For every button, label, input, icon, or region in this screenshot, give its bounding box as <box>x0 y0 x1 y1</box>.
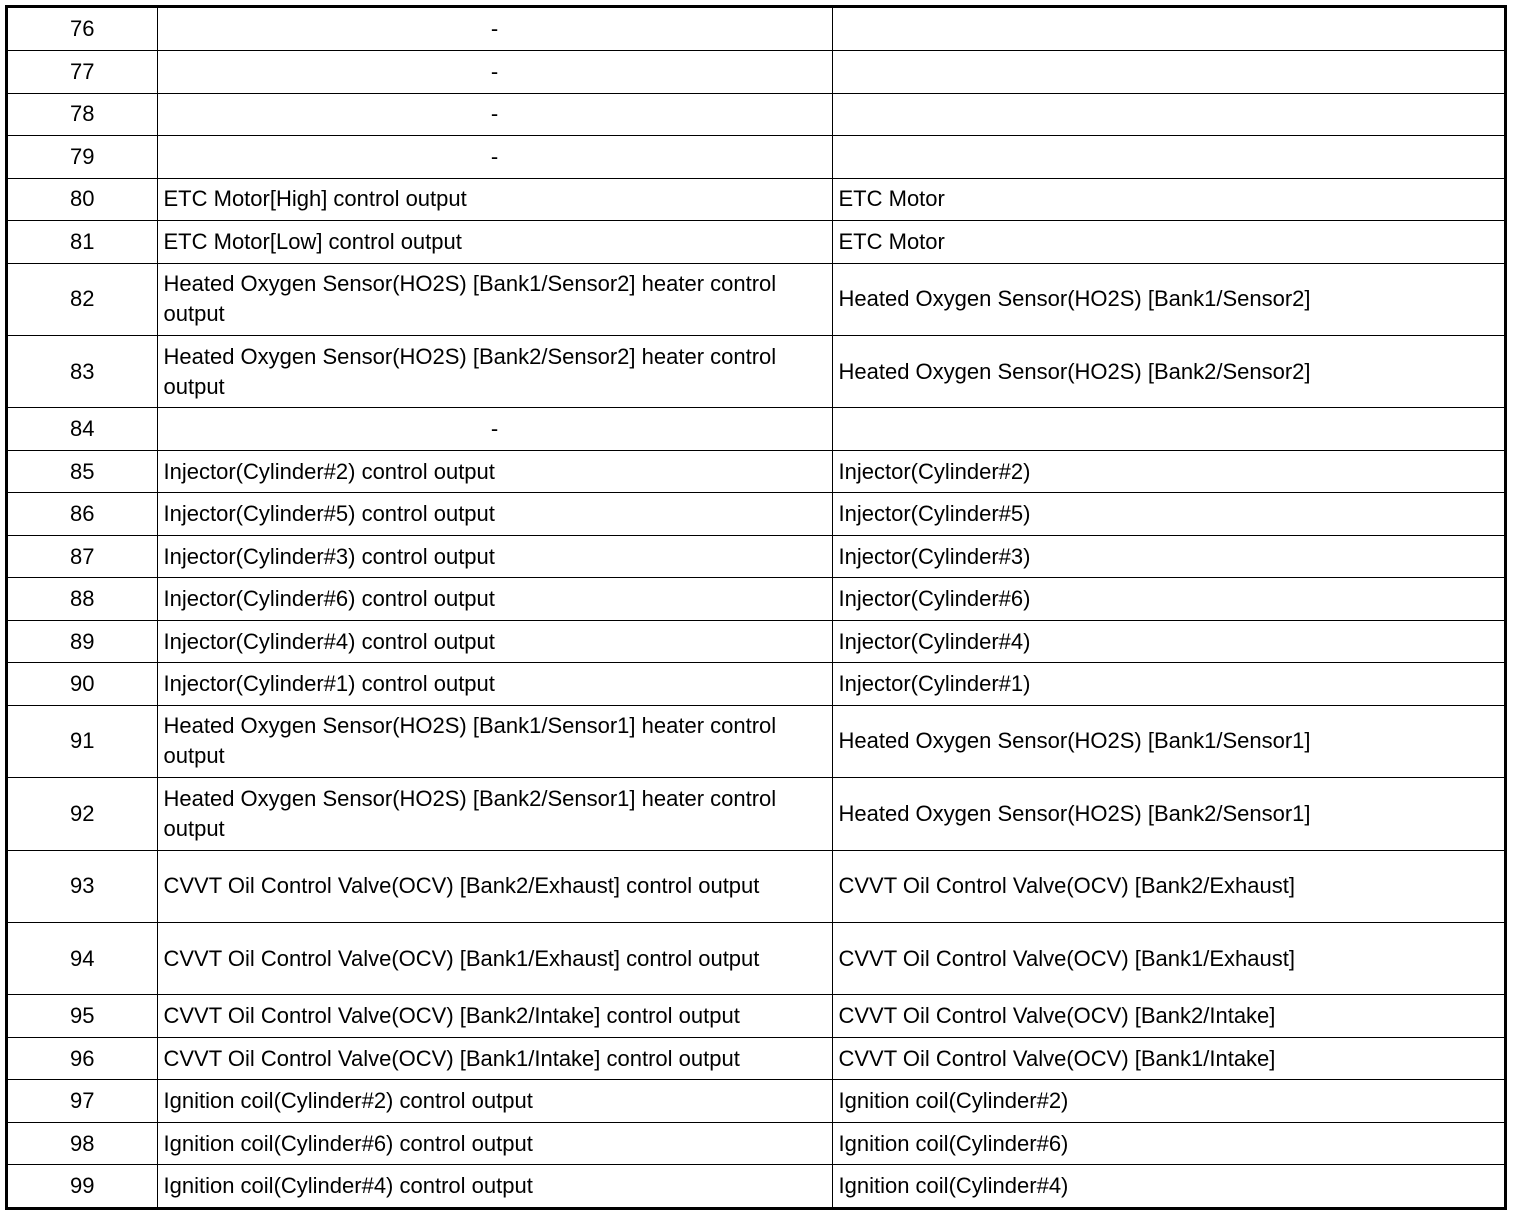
pin-number-cell: 87 <box>8 535 157 578</box>
pin-number-cell: 88 <box>8 578 157 621</box>
description-cell: CVVT Oil Control Valve(OCV) [Bank1/Exhaust] control output <box>157 922 832 994</box>
description-cell: - <box>157 136 832 179</box>
pin-number-cell: 80 <box>8 178 157 221</box>
pin-number-cell: 77 <box>8 51 157 94</box>
table-row <box>8 493 1507 536</box>
description-cell: Ignition coil(Cylinder#2) control output <box>157 1080 832 1123</box>
description-cell: ETC Motor[High] control output <box>157 178 832 221</box>
description-cell: CVVT Oil Control Valve(OCV) [Bank2/Exhaust] control output <box>157 850 832 922</box>
description-cell: - <box>157 408 832 451</box>
description-cell: - <box>157 8 832 51</box>
description-cell: Injector(Cylinder#2) control output <box>157 450 832 493</box>
table-row <box>8 51 1507 94</box>
pin-function-table <box>8 8 1507 1207</box>
component-cell: Injector(Cylinder#3) <box>832 535 1507 578</box>
table-row <box>8 1122 1507 1165</box>
pin-number-cell: 91 <box>8 705 157 777</box>
table-row <box>8 620 1507 663</box>
table-row <box>8 705 1507 777</box>
pin-number-cell: 84 <box>8 408 157 451</box>
table-row <box>8 995 1507 1038</box>
pin-number-cell: 82 <box>8 263 157 335</box>
description-cell: CVVT Oil Control Valve(OCV) [Bank2/Intake] control output <box>157 995 832 1038</box>
pin-number-cell: 98 <box>8 1122 157 1165</box>
table-row <box>8 578 1507 621</box>
pin-number-cell: 90 <box>8 663 157 706</box>
description-cell: Heated Oxygen Sensor(HO2S) [Bank2/Sensor1] heater control output <box>157 778 832 850</box>
description-cell: Ignition coil(Cylinder#6) control output <box>157 1122 832 1165</box>
pin-number-cell: 93 <box>8 850 157 922</box>
description-cell: CVVT Oil Control Valve(OCV) [Bank1/Intake] control output <box>157 1037 832 1080</box>
pin-number-cell: 89 <box>8 620 157 663</box>
component-cell: CVVT Oil Control Valve(OCV) [Bank2/Exhaust] <box>832 850 1507 922</box>
table-row <box>8 922 1507 994</box>
description-cell: Injector(Cylinder#5) control output <box>157 493 832 536</box>
component-cell: CVVT Oil Control Valve(OCV) [Bank2/Intake] <box>832 995 1507 1038</box>
table-row <box>8 1037 1507 1080</box>
pin-number-cell: 94 <box>8 922 157 994</box>
pin-number-cell: 95 <box>8 995 157 1038</box>
pin-number-cell: 92 <box>8 778 157 850</box>
component-cell <box>832 8 1507 51</box>
component-cell: Heated Oxygen Sensor(HO2S) [Bank2/Sensor2] <box>832 335 1507 407</box>
pin-number-cell: 83 <box>8 335 157 407</box>
component-cell <box>832 93 1507 136</box>
table-row <box>8 450 1507 493</box>
component-cell <box>832 51 1507 94</box>
pin-number-cell: 79 <box>8 136 157 179</box>
component-cell: Heated Oxygen Sensor(HO2S) [Bank1/Sensor2] <box>832 263 1507 335</box>
component-cell: ETC Motor <box>832 178 1507 221</box>
pin-table-frame <box>5 5 1507 1210</box>
table-row <box>8 335 1507 407</box>
description-cell: Injector(Cylinder#1) control output <box>157 663 832 706</box>
table-row <box>8 1080 1507 1123</box>
pin-number-cell: 96 <box>8 1037 157 1080</box>
description-cell: Injector(Cylinder#6) control output <box>157 578 832 621</box>
component-cell: Injector(Cylinder#6) <box>832 578 1507 621</box>
pin-number-cell: 86 <box>8 493 157 536</box>
pin-number-cell: 81 <box>8 221 157 264</box>
description-cell: Injector(Cylinder#4) control output <box>157 620 832 663</box>
pin-number-cell: 97 <box>8 1080 157 1123</box>
description-cell: Heated Oxygen Sensor(HO2S) [Bank1/Sensor1] heater control output <box>157 705 832 777</box>
table-row <box>8 263 1507 335</box>
table-row <box>8 408 1507 451</box>
component-cell: Ignition coil(Cylinder#4) <box>832 1165 1507 1208</box>
component-cell: CVVT Oil Control Valve(OCV) [Bank1/Exhaust] <box>832 922 1507 994</box>
description-cell: - <box>157 51 832 94</box>
table-row <box>8 1165 1507 1208</box>
description-cell: ETC Motor[Low] control output <box>157 221 832 264</box>
description-cell: Heated Oxygen Sensor(HO2S) [Bank2/Sensor2] heater control output <box>157 335 832 407</box>
table-row <box>8 93 1507 136</box>
description-cell: Heated Oxygen Sensor(HO2S) [Bank1/Sensor2] heater control output <box>157 263 832 335</box>
pin-number-cell: 78 <box>8 93 157 136</box>
description-cell: Injector(Cylinder#3) control output <box>157 535 832 578</box>
component-cell: Heated Oxygen Sensor(HO2S) [Bank2/Sensor1] <box>832 778 1507 850</box>
table-row <box>8 663 1507 706</box>
pin-number-cell: 76 <box>8 8 157 51</box>
table-row <box>8 8 1507 51</box>
table-row <box>8 136 1507 179</box>
component-cell: Ignition coil(Cylinder#6) <box>832 1122 1507 1165</box>
component-cell: ETC Motor <box>832 221 1507 264</box>
component-cell: Injector(Cylinder#4) <box>832 620 1507 663</box>
pin-number-cell: 85 <box>8 450 157 493</box>
component-cell: CVVT Oil Control Valve(OCV) [Bank1/Intake] <box>832 1037 1507 1080</box>
component-cell: Injector(Cylinder#2) <box>832 450 1507 493</box>
pin-number-cell: 99 <box>8 1165 157 1208</box>
table-row <box>8 221 1507 264</box>
table-row <box>8 778 1507 850</box>
component-cell: Injector(Cylinder#1) <box>832 663 1507 706</box>
table-row <box>8 535 1507 578</box>
description-cell: - <box>157 93 832 136</box>
table-row <box>8 178 1507 221</box>
component-cell <box>832 136 1507 179</box>
component-cell: Injector(Cylinder#5) <box>832 493 1507 536</box>
component-cell: Heated Oxygen Sensor(HO2S) [Bank1/Sensor1] <box>832 705 1507 777</box>
component-cell: Ignition coil(Cylinder#2) <box>832 1080 1507 1123</box>
component-cell <box>832 408 1507 451</box>
description-cell: Ignition coil(Cylinder#4) control output <box>157 1165 832 1208</box>
table-row <box>8 850 1507 922</box>
